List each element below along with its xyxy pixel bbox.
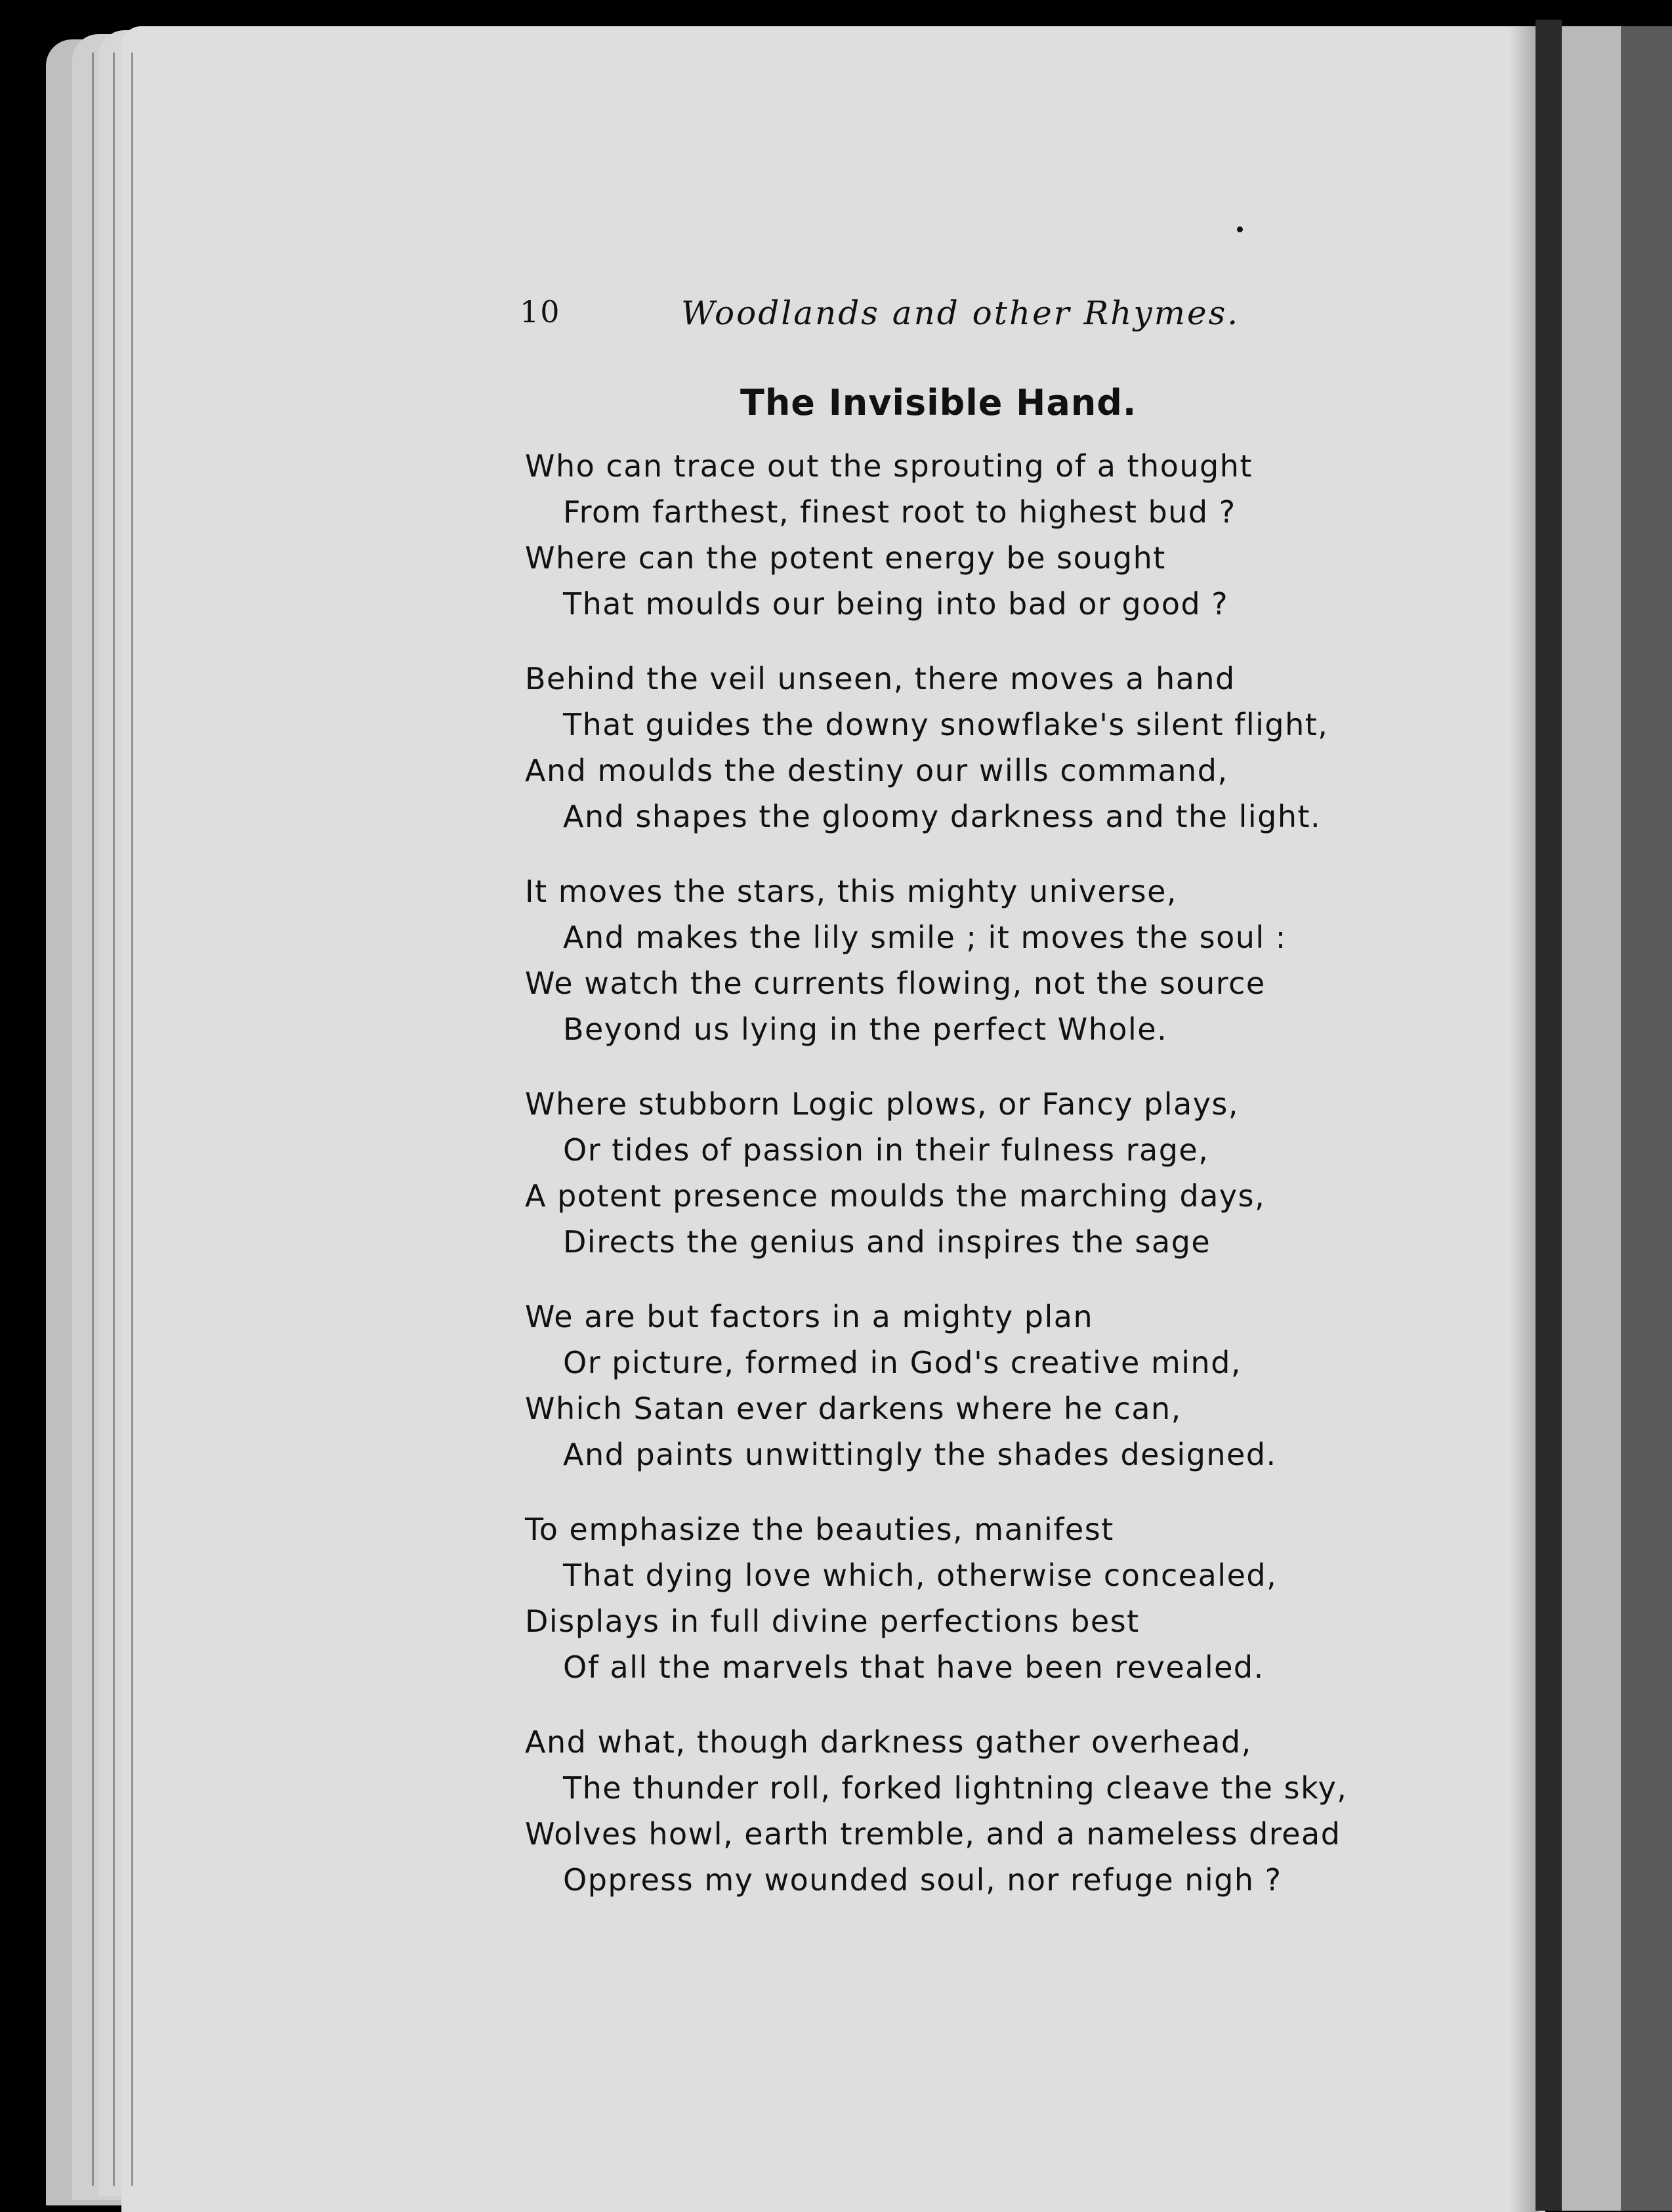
stanza (0, 656, 1672, 840)
poem-line: And moulds the destiny our wills command, (525, 753, 1228, 788)
poem-line: Directs the genius and inspires the sage (563, 1224, 1211, 1260)
poem-line: We watch the currents flowing, not the source (525, 966, 1266, 1001)
ink-speck (1237, 226, 1243, 232)
poem-line: That dying love which, otherwise concealed, (563, 1558, 1278, 1593)
book-title: Woodlands and other Rhymes. (681, 294, 1240, 332)
poem-line: And what, though darkness gather overhead, (525, 1724, 1252, 1760)
poem-line: The thunder roll, forked lightning cleave the sky, (563, 1770, 1348, 1806)
poem-line: Or picture, formed in God's creative mind, (563, 1345, 1242, 1380)
poem-body (0, 443, 1672, 1932)
poem-line: Wolves howl, earth tremble, and a nameless dread (525, 1816, 1341, 1852)
poem-line: And makes the lily smile ; it moves the soul : (563, 920, 1287, 955)
poem-line: And shapes the gloomy darkness and the light. (563, 799, 1322, 834)
poem-line: We are but factors in a mighty plan (525, 1299, 1094, 1334)
poem-line: And paints unwittingly the shades designed. (563, 1437, 1277, 1472)
poem-line: Behind the veil unseen, there moves a hand (525, 661, 1236, 696)
poem-line: It moves the stars, this mighty universe, (525, 874, 1178, 909)
stanza (0, 1294, 1672, 1478)
poem-line: Of all the marvels that have been revealed. (563, 1649, 1264, 1685)
poem-line: That moulds our being into bad or good ? (563, 586, 1229, 622)
poem-line: Displays in full divine perfections best (525, 1604, 1140, 1639)
stanza (0, 1081, 1672, 1265)
stanza (0, 443, 1672, 627)
poem-line: Which Satan ever darkens where he can, (525, 1391, 1182, 1426)
poem-title: The Invisible Hand. (740, 382, 1137, 423)
stanza (0, 1506, 1672, 1690)
poem-line: A potent presence moulds the marching days, (525, 1178, 1266, 1214)
page-number: 10 (520, 294, 561, 330)
poem-line: Where stubborn Logic plows, or Fancy plays, (525, 1086, 1240, 1122)
poem-line: Or tides of passion in their fulness rage, (563, 1132, 1209, 1168)
poem-line: From farthest, finest root to highest bud ? (563, 494, 1236, 530)
poem-line: To emphasize the beauties, manifest (525, 1512, 1114, 1547)
poem-line: Beyond us lying in the perfect Whole. (563, 1011, 1168, 1047)
poem-line: That guides the downy snowflake's silent flight, (563, 707, 1329, 742)
stanza (0, 868, 1672, 1052)
stanza (0, 1719, 1672, 1903)
poem-line: Who can trace out the sprouting of a thought (525, 448, 1253, 484)
poem-line: Oppress my wounded soul, nor refuge nigh ? (563, 1862, 1282, 1898)
poem-line: Where can the potent energy be sought (525, 540, 1166, 576)
